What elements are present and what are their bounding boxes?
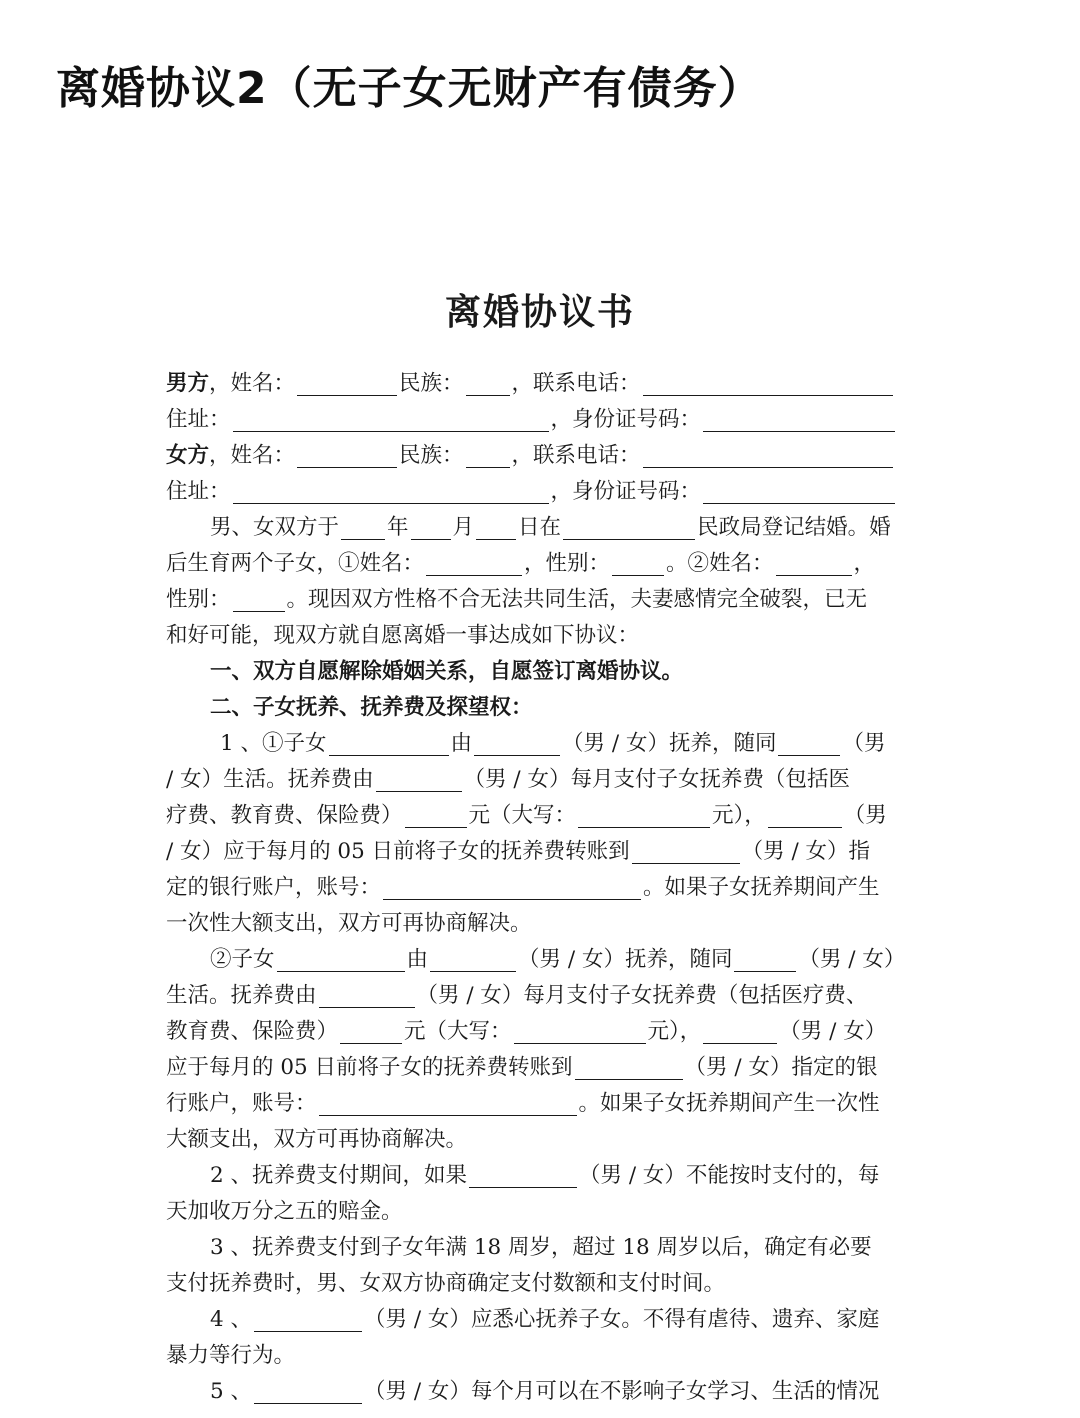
child2-amount-blank (340, 1019, 402, 1044)
clause-text: （男 / 女）抚养，随同 (562, 731, 777, 756)
item3-line-1 (166, 1230, 916, 1266)
clause-text: （男 / 女）每月支付子女抚养费（包括医 (463, 767, 851, 792)
clause-text: （男 / 女）不能按时支付的，每 (579, 1163, 880, 1188)
item4-line-1 (166, 1302, 916, 1338)
child2-guardian-blank (430, 947, 516, 972)
child2-name-blank (776, 551, 852, 576)
child1-live-with-blank (778, 731, 840, 756)
husband-name-label: ，姓名： (209, 371, 296, 396)
marriage-month-blank (411, 515, 451, 540)
child1-amount-blank (405, 803, 467, 828)
section-2-text: 二、子女抚养、抚养费及探望权： (210, 695, 533, 720)
clause-text: 元）， (712, 803, 766, 828)
marriage-year-blank (341, 515, 385, 540)
husband-phone-blank (643, 371, 893, 396)
clause-text: （男 / 女）每月支付子女抚养费（包括医疗费、 (416, 983, 868, 1008)
intro-text: 月 (452, 515, 475, 540)
clause-text: （男 / 女）应悉心抚养子女。不得有虐待、遗弃、家庭 (364, 1307, 880, 1332)
clause-text: 3 、抚养费支付到子女年满 18 周岁，超过 18 周岁以后，确定有必要 (210, 1235, 872, 1260)
document-title: 离婚协议书 (444, 291, 635, 333)
child2-amount-words-blank (514, 1019, 646, 1044)
clause-text: / 女）应于每月的 05 日前将子女的抚养费转账到 (166, 839, 630, 864)
child1-line-3 (166, 798, 916, 834)
wife-address-label: 住址： (166, 479, 231, 504)
clause-text: （男 / 女）指定的银 (684, 1055, 878, 1080)
child2-line-6 (166, 1122, 916, 1158)
clause-text: （男 / 女） (798, 947, 906, 972)
intro-text: 后生育两个子女，①姓名： (166, 551, 425, 576)
child2-line-5 (166, 1086, 916, 1122)
husband-line-1 (166, 366, 916, 402)
clause-text: 疗费、教育费、保险费） (166, 803, 403, 828)
clause-text: 应于每月的 05 日前将子女的抚养费转账到 (166, 1055, 573, 1080)
husband-name-blank (297, 371, 397, 396)
husband-address-label: 住址： (166, 407, 231, 432)
clause-text: 暴力等行为。 (166, 1343, 296, 1368)
wife-phone-blank (643, 443, 893, 468)
agreement-body (166, 366, 916, 1410)
child1-transfer-party-blank (768, 803, 842, 828)
wife-label: 女方 (166, 443, 210, 468)
intro-line-1 (166, 510, 916, 546)
clause-text: ②子女 (210, 947, 275, 972)
child2-line-3 (166, 1014, 916, 1050)
clause-text: 生活。抚养费由 (166, 983, 317, 1008)
intro-text: 男、女双方于 (210, 515, 340, 540)
husband-label: 男方 (166, 371, 210, 396)
wife-id-blank (703, 479, 895, 504)
clause-text: 教育费、保险费） (166, 1019, 339, 1044)
intro-text: ， (853, 551, 876, 576)
item4-line-2 (166, 1338, 916, 1374)
child1-amount-words-blank (578, 803, 710, 828)
clause-text: 元（大写： (468, 803, 577, 828)
clause-text: （男 / 女） (779, 1019, 887, 1044)
clause-text: 定的银行账户，账号： (166, 875, 382, 900)
clause-text: （男 (843, 803, 887, 828)
section-1 (166, 654, 916, 690)
husband-ethnicity-label: 民族： (399, 371, 464, 396)
clause-text: 大额支出，双方可再协商解决。 (166, 1127, 468, 1152)
husband-phone-label: ，联系电话： (511, 371, 641, 396)
child1-account-blank (383, 875, 641, 900)
clause-text: 5 、 (210, 1379, 253, 1404)
child1-payer-blank (376, 767, 462, 792)
clause-text: 一次性大额支出，双方可再协商解决。 (166, 911, 532, 936)
section-2 (166, 690, 916, 726)
marriage-day-blank (476, 515, 516, 540)
wife-ethnicity-blank (466, 443, 510, 468)
child2-line-2 (166, 978, 916, 1014)
item4-party-blank (254, 1307, 362, 1332)
intro-text: 和好可能，现双方就自愿离婚一事达成如下协议： (166, 623, 640, 648)
civil-affairs-bureau-blank (563, 515, 695, 540)
item2-party-blank (469, 1163, 577, 1188)
child2-line-4 (166, 1050, 916, 1086)
child1-recipient-blank (632, 839, 740, 864)
child2-account-blank (319, 1091, 577, 1116)
wife-line-1 (166, 438, 916, 474)
child2-gender-blank (233, 587, 285, 612)
husband-ethnicity-blank (466, 371, 510, 396)
clause-text: 2 、抚养费支付期间，如果 (210, 1163, 468, 1188)
husband-line-2 (166, 402, 916, 438)
child1-child-blank (329, 731, 449, 756)
intro-text: 。②姓名： (666, 551, 774, 576)
page-heading: 离婚协议2（无子女无财产有债务） (56, 63, 763, 114)
child1-gender-blank (612, 551, 664, 576)
child2-transfer-party-blank (703, 1019, 777, 1044)
husband-address-blank (233, 407, 549, 432)
clause-text: 1 、①子女 (220, 731, 327, 756)
item5-party-blank (254, 1379, 362, 1404)
clause-text: （男 / 女）指 (741, 839, 871, 864)
clause-text: （男 / 女）每个月可以在不影响子女学习、生活的情况 (364, 1379, 880, 1404)
intro-text: 年 (387, 515, 409, 540)
clause-text: （男 (842, 731, 886, 756)
item5-line-1 (166, 1374, 916, 1410)
intro-line-3 (166, 582, 916, 618)
child1-line-5 (166, 870, 916, 906)
husband-id-blank (703, 407, 895, 432)
wife-name-label: ，姓名： (209, 443, 296, 468)
child1-guardian-blank (474, 731, 560, 756)
intro-line-2 (166, 546, 916, 582)
husband-id-label: ，身份证号码： (550, 407, 702, 432)
child2-line-1 (166, 942, 916, 978)
child2-live-with-blank (734, 947, 796, 972)
intro-text: ，性别： (524, 551, 611, 576)
clause-text: 元）， (647, 1019, 702, 1044)
intro-text: 民政局登记结婚。婚 (697, 515, 891, 540)
clause-text: 元（大写： (404, 1019, 512, 1044)
child1-line-6 (166, 906, 916, 942)
intro-text: 日在 (518, 515, 562, 540)
intro-text: 性别： (166, 587, 231, 612)
wife-name-blank (297, 443, 397, 468)
clause-text: 支付抚养费时，男、女双方协商确定支付数额和支付时间。 (166, 1271, 726, 1296)
wife-ethnicity-label: 民族： (399, 443, 464, 468)
clause-text: 由 (406, 947, 429, 972)
item2-line-2 (166, 1194, 916, 1230)
child1-line-2 (166, 762, 916, 798)
clause-text: 由 (450, 731, 473, 756)
child2-payer-blank (319, 983, 415, 1008)
intro-text: 。现因双方性格不合无法共同生活，夫妻感情完全破裂，已无 (286, 587, 868, 612)
clause-text: 。如果子女抚养期间产生一次性 (578, 1091, 880, 1116)
item2-line-1 (166, 1158, 916, 1194)
wife-id-label: ，身份证号码： (550, 479, 702, 504)
child2-child-blank (277, 947, 405, 972)
item3-line-2 (166, 1266, 916, 1302)
child1-line-1 (166, 726, 916, 762)
wife-phone-label: ，联系电话： (511, 443, 641, 468)
clause-text: 行账户，账号： (166, 1091, 317, 1116)
clause-text: / 女）生活。抚养费由 (166, 767, 374, 792)
child1-line-4 (166, 834, 916, 870)
clause-text: 天加收万分之五的赔金。 (166, 1199, 403, 1224)
wife-line-2 (166, 474, 916, 510)
clause-text: 4 、 (210, 1307, 253, 1332)
clause-text: （男 / 女）抚养，随同 (518, 947, 733, 972)
child2-recipient-blank (575, 1055, 683, 1080)
intro-line-4 (166, 618, 916, 654)
clause-text: 。如果子女抚养期间产生 (643, 875, 880, 900)
section-1-text: 一、双方自愿解除婚姻关系，自愿签订离婚协议。 (210, 659, 684, 684)
child1-name-blank (426, 551, 522, 576)
wife-address-blank (233, 479, 549, 504)
